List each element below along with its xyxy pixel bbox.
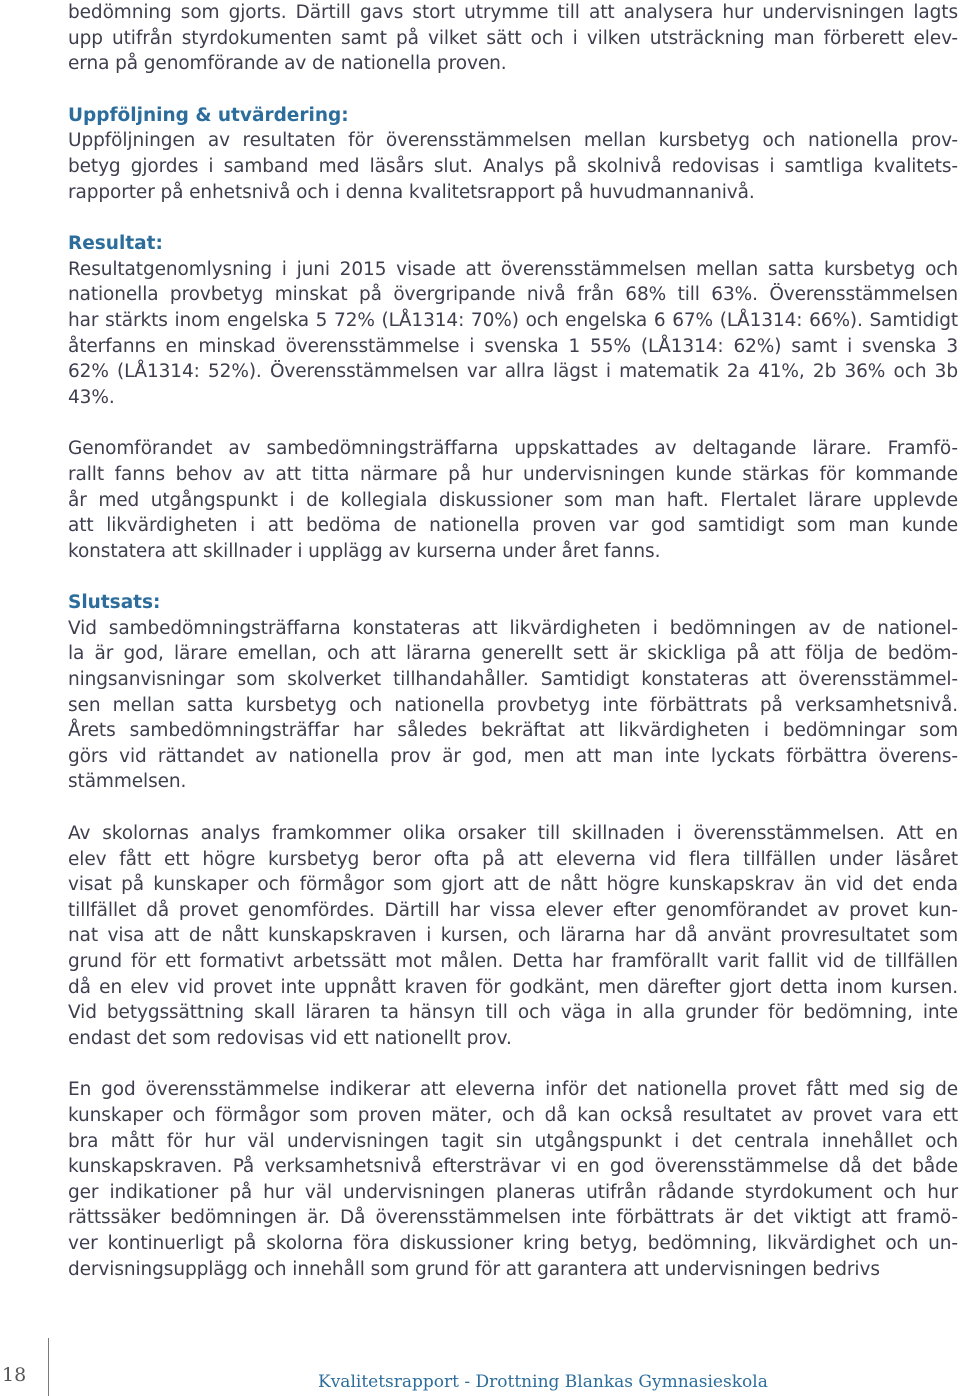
- text-line: Uppföljningen av resultaten för överensstämmelsen mellan kursbetyg och nationella prov-: [68, 130, 958, 152]
- footer-divider: [48, 1338, 49, 1396]
- text-line: Vid sambedömningsträffarna konstateras att likvärdigheten i bedömningen av de nationel-: [68, 617, 958, 639]
- text-line: rapporter på enhetsnivå och i denna kvalitetsrapport på huvudmannanivå.: [68, 181, 755, 203]
- conclusion-paragraph-2: [68, 821, 958, 1051]
- text-line: Av skolornas analys framkommer olika orsaker till skillnaden i överensstämmelsen. Att en: [68, 823, 958, 845]
- text-line: år med utgångspunkt i de kollegiala diskussioner som man haft. Flertalet lärare upplevde: [68, 489, 958, 511]
- text-line: ver kontinuerligt på skolorna föra diskussioner kring betyg, bedömning, likvärdighet och un-: [68, 1232, 958, 1254]
- text-line: då en elev vid provet inte uppnått kraven för godkänt, men därefter gjort detta inom kursen.: [68, 976, 958, 998]
- text-line: rallt fanns behov av att titta närmare på hur undervisningen kunde stärkas för kommande: [68, 463, 958, 485]
- text-line: Vid betygssättning skall läraren ta hänsyn till och väga in alla grunder för bedömning, inte: [68, 1002, 958, 1024]
- text-line: görs vid rättandet av nationella prov är god, men att man inte lyckats förbättra överens-: [68, 745, 958, 767]
- text-line: tillfället då provet genomfördes. Därtill har vissa elever efter genomförandet av provet kun-: [68, 899, 958, 921]
- text-line: konstatera att skillnader i upplägg av kurserna under året fanns.: [68, 540, 661, 562]
- results-heading: Resultat:: [68, 233, 163, 255]
- results-paragraph: [68, 257, 958, 411]
- text-line: visat på kunskaper och förmågor som gjort att de nått högre kunskapskrav än vid det enda: [68, 874, 958, 896]
- text-line: Årets sambedömningsträffar har således bekräftat att likvärdigheten i bedömningar som: [68, 720, 958, 742]
- text-line: att likvärdigheten i att bedöma de nationella proven var god samtidigt som man kunde: [68, 515, 958, 537]
- text-line: ger indikationer på hur väl undervisningen planeras utifrån rådande styrdokument och hur: [68, 1181, 958, 1203]
- intro-paragraph: [68, 0, 958, 77]
- page-number: 18: [2, 1364, 27, 1386]
- text-line: kunskaper och förmågor som proven mäter, och då kan också resultatet av provet vara ett: [68, 1104, 958, 1126]
- text-line: erna på genomförande av de nationella proven.: [68, 53, 507, 75]
- text-line: bra mått för hur väl undervisningen tagit sin utgångspunkt i det centrala innehållet och: [68, 1130, 958, 1152]
- text-line: 43%.: [68, 386, 115, 408]
- text-line: har stärkts inom engelska 5 72% (LÅ1314: 70%) och engelska 6 67% (LÅ1314: 66%). Samtidigt: [68, 309, 958, 331]
- text-line: Genomförandet av sambedömningsträffarna uppskattades av deltagande lärare. Framfö-: [68, 438, 958, 460]
- text-line: sen mellan satta kursbetyg och nationella provbetyg inte förbättrats på verksamhetsnivå.: [68, 694, 958, 716]
- footer-title: Kvalitetsrapport - Drottning Blankas Gymnasieskola: [318, 1372, 768, 1392]
- text-line: elev fått ett högre kursbetyg beror ofta på att eleverna vid flera tillfällen under läsåret: [68, 848, 958, 870]
- text-line: dervisningsupplägg och innehåll som grund för att garantera att undervisningen bedrivs: [68, 1258, 880, 1280]
- text-line: ningsanvisningar som skolverket tillhandahåller. Samtidigt konstateras att överensstämmel-: [68, 669, 958, 691]
- results-paragraph-2: [68, 436, 958, 564]
- text-line: kunskapskraven. På verksamhetsnivå eftersträvar vi en god överensstämmelse då det både: [68, 1156, 958, 1178]
- text-line: bedömning som gjorts. Därtill gavs stort utrymme till att analysera hur undervisningen lagts: [68, 2, 958, 23]
- conclusion-heading: Slutsats:: [68, 592, 161, 614]
- followup-heading: Uppföljning & utvärdering:: [68, 104, 349, 126]
- text-line: En god överensstämmelse indikerar att eleverna inför det nationella provet fått med sig de: [68, 1079, 958, 1101]
- text-line: återfanns en minskad överensstämmelse i svenska 1 55% (LÅ1314: 62%) samt i svenska 3: [68, 335, 958, 357]
- text-line: rättssäker bedömningen är. Då överensstämmelsen inte förbättrats är det viktigt att framö-: [68, 1207, 958, 1229]
- text-line: 62% (LÅ1314: 52%). Överensstämmelsen var allra lägst i matematik 2a 41%, 2b 36% och 3b: [68, 361, 958, 383]
- text-line: nationella provbetyg minskat på övergripande nivå från 68% till 63%. Överensstämmelsen: [68, 284, 958, 306]
- conclusion-paragraph: [68, 616, 958, 795]
- conclusion-paragraph-3: [68, 1077, 958, 1282]
- followup-paragraph: [68, 128, 958, 205]
- text-line: Resultatgenomlysning i juni 2015 visade att överensstämmelsen mellan satta kursbetyg och: [68, 258, 958, 280]
- text-line: grund för ett formativt arbetssätt mot målen. Detta har framförallt varit fallit vid de tillfällen: [68, 951, 958, 972]
- text-line: stämmelsen.: [68, 771, 187, 793]
- text-line: la är god, lärare emellan, och att lärarna generellt sett är skickliga på att följa de bedöm-: [68, 643, 958, 665]
- text-line: upp utifrån styrdokumenten samt på vilket sätt och i vilken utsträckning man förberett elev-: [68, 27, 958, 49]
- text-line: endast det som redovisas vid ett nationellt prov.: [68, 1027, 512, 1049]
- page-content: [68, 0, 958, 1282]
- text-line: betyg gjordes i samband med läsårs slut. Analys på skolnivå redovisas i samtliga kvalitets-: [68, 155, 958, 177]
- text-line: nat visa att de nått kunskapskraven i kursen, och lärarna har då använt provresultatet som: [68, 925, 958, 947]
